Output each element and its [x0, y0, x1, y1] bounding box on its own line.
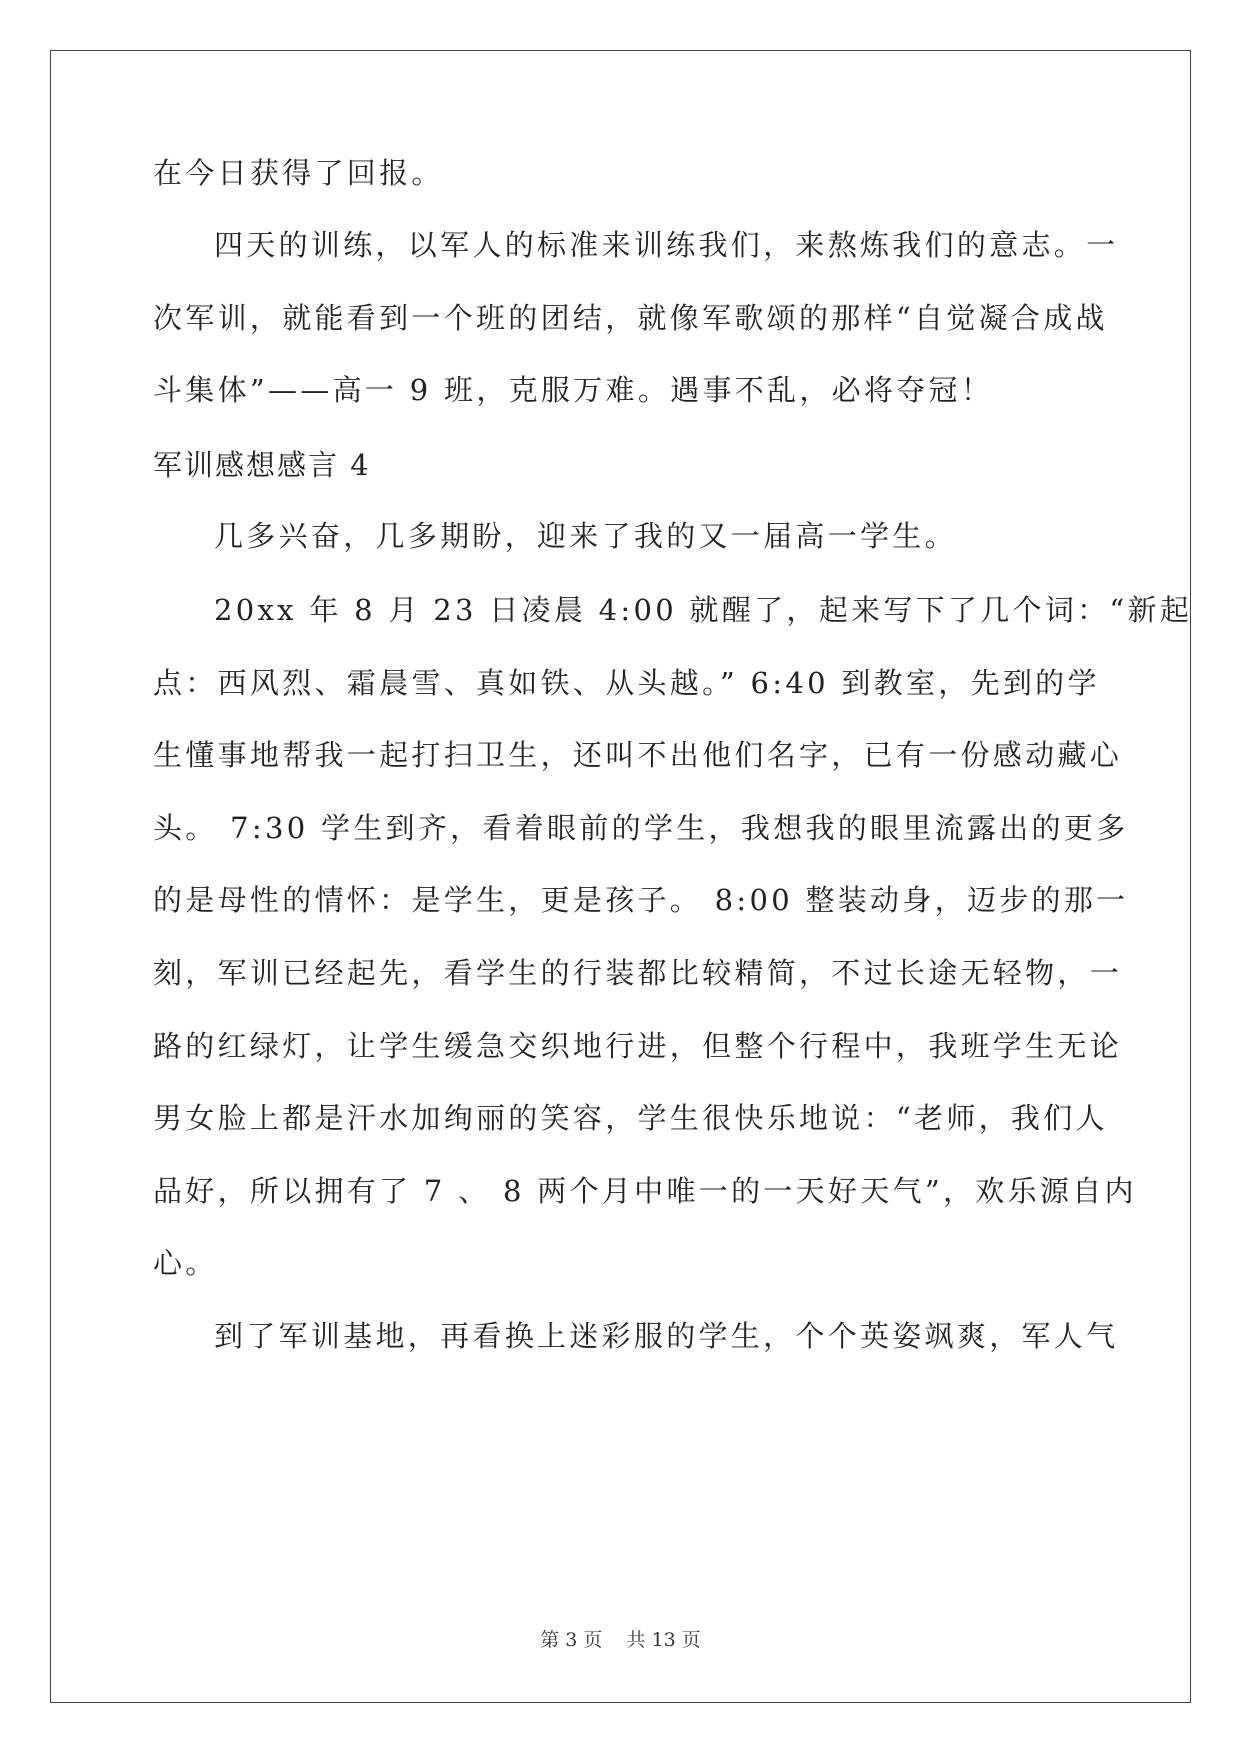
- text-line: 点：西风烈、霜晨雪、真如铁、从头越。” 6:40 到教室，先到的学: [153, 666, 1100, 700]
- page-border: [50, 50, 1191, 1703]
- text-line: 心。: [153, 1246, 218, 1280]
- text-line: 次军训，就能看到一个班的团结，就像军歌颂的那样“自觉凝合成战: [153, 301, 1108, 335]
- text-line: 几多兴奋，几多期盼，迎来了我的又一届高一学生。: [214, 519, 957, 553]
- text-line: 生懂事地帮我一起打扫卫生，还叫不出他们名字，已有一份感动藏心: [153, 738, 1123, 772]
- page-number-footer: 第 3 页 共 13 页: [540, 1629, 701, 1651]
- text-line: 男女脸上都是汗水加绚丽的笑容，学生很快乐地说：“老师，我们人: [153, 1101, 1108, 1135]
- section-heading: 军训感想感言 4: [153, 448, 371, 482]
- text-line: 20xx 年 8 月 23 日凌晨 4:00 就醒了，起来写下了几个词：“新起: [214, 593, 1193, 627]
- text-line: 在今日获得了回报。: [153, 156, 444, 190]
- text-line: 到了军训基地，再看换上迷彩服的学生，个个英姿飒爽，军人气: [214, 1319, 1119, 1353]
- text-line: 品好，所以拥有了 7 、 8 两个月中唯一的一天好天气”，欢乐源自内: [153, 1174, 1137, 1208]
- text-line: 的是母性的情怀：是学生，更是孩子。 8:00 整装动身，迈步的那一: [153, 883, 1129, 917]
- text-line: 路的红绿灯，让学生缓急交织地行进，但整个行程中，我班学生无论: [153, 1029, 1123, 1063]
- text-line: 头。 7:30 学生到齐，看着眼前的学生，我想我的眼里流露出的更多: [153, 811, 1129, 845]
- text-line: 斗集体”——高一 9 班，克服万难。遇事不乱，必将夺冠！: [153, 373, 994, 407]
- text-line: 刻，军训已经起先，看学生的行装都比较精简，不过长途无轻物，一: [153, 956, 1123, 990]
- text-line: 四天的训练，以军人的标准来训练我们，来熬炼我们的意志。一: [214, 228, 1119, 262]
